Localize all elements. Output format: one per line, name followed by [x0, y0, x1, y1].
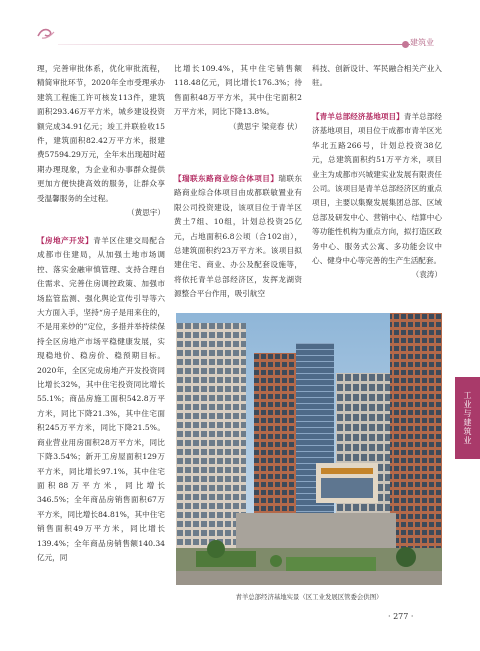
author-credit: （黄思宇）	[127, 208, 165, 218]
column-3-hq-base	[312, 110, 442, 283]
section-heading: 【青羊总部经济基地项目】	[312, 112, 404, 121]
paragraph: 青羊总部经济基地项目，项目位于成都市青羊区光华北五路266号，计划总投资38亿元，总建筑面积约51万平方米，项目业主为成都市兴城建实业发展有限责任公司。该项目是青羊总部经济区的重点项目，主要以集聚发展集团总部、区域总部及研发中心、营销中心、结算中心等功能性机构为重点方向，拟打造区政务中心、服务式公寓、多功能会议中心、健身中心等完善的生产生活配套。	[312, 112, 443, 266]
building-photo	[176, 313, 442, 585]
paragraph: 瑞联东路商业综合体项目由成都联敏置业有限公司投资建设，该项目位于青羊区黄土7组、10组，计划总投资25亿元，占地面积6.8公顷（合102亩），总建筑面积约23万平方米。该项目拟建住宅、商业、办公及配套设施等，将依托青羊总部经济区，发挥龙湖资源整合平台作用，吸引航空	[174, 174, 303, 299]
section-heading: 【房地产开发】	[37, 236, 94, 245]
header-rule	[58, 44, 410, 45]
column-1-real-estate	[37, 234, 165, 565]
section-heading: 【瑞联东路商业综合体项目】	[174, 174, 279, 183]
author-credit: （袁涛）	[411, 270, 442, 280]
building-illustration	[176, 313, 442, 585]
paragraph: 青羊区住建交局配合成都市住建局，从加强土地市场调控、落实金融审慎管理、支持合理自住需求、完善住房调控政策、加强市场监管监测、强化舆论宣传引导等六大方面入手，坚持“房子是用来住的，不是用来炒的”定位，多措并举持续保持全区房地产市场平稳健康发展，实现稳地价、稳房价、稳预期目标。2020年，全区完成房地产开发投资同比增长32%，其中住宅投资同比增长55.1%；商品房施工面积542.8万平方米，同比下降21.3%，其中住宅面积245万平方米，同比下降21.5%。商业营业用房面积28万平方米，同比下降3.54%；新开工房屋面积129万平方米，同比增长97.1%，其中住宅面积88万平方米，同比增长346.5%；全年商品房销售面积67万平方米，同比增长84.81%，其中住宅销售面积49万平方米，同比增长139.4%；全年商品房销售额140.34亿元，同	[37, 236, 166, 562]
photo-caption: 青羊总部经济基地实景（区工业发展区管委会供图）	[235, 593, 383, 601]
chapter-side-tab: 工业与建筑业	[455, 377, 480, 459]
paragraph: 科技、创新设计、军民融合相关产业入驻。	[312, 64, 442, 88]
page-number: · 277 ·	[388, 612, 414, 621]
author-credit: （黄思宇 梁竞春 伏）	[228, 121, 302, 131]
section-title: 建筑业	[410, 38, 434, 47]
paragraph: 比增长109.4%，其中住宅销售额118.48亿元，同比增长176.3%；待售面积48万平方米，其中住宅面积2万平方米，同比下降13.8%。	[174, 64, 302, 117]
column-3-top	[312, 62, 442, 91]
header-dot-icon	[402, 41, 409, 48]
column-2-top	[174, 62, 302, 134]
column-1-top	[37, 62, 165, 220]
column-2-ruilian	[174, 172, 302, 302]
swirl-logo-icon	[36, 26, 56, 40]
paragraph: 理，完善审批体系，优化审批流程，精简审批环节，2020年全市受理承办建筑工程施工许可核发113件，建筑面积293.46万平方米，城乡建设投资额完成34.91亿元；竣工并联验收15件，建筑面积82.42万平方米，报建费57594.29万元，全年未出现超时超期办理现象，为企业和办事群众提供更加方便快捷高效的服务，让群众享受温馨服务的全过程。	[37, 64, 165, 203]
